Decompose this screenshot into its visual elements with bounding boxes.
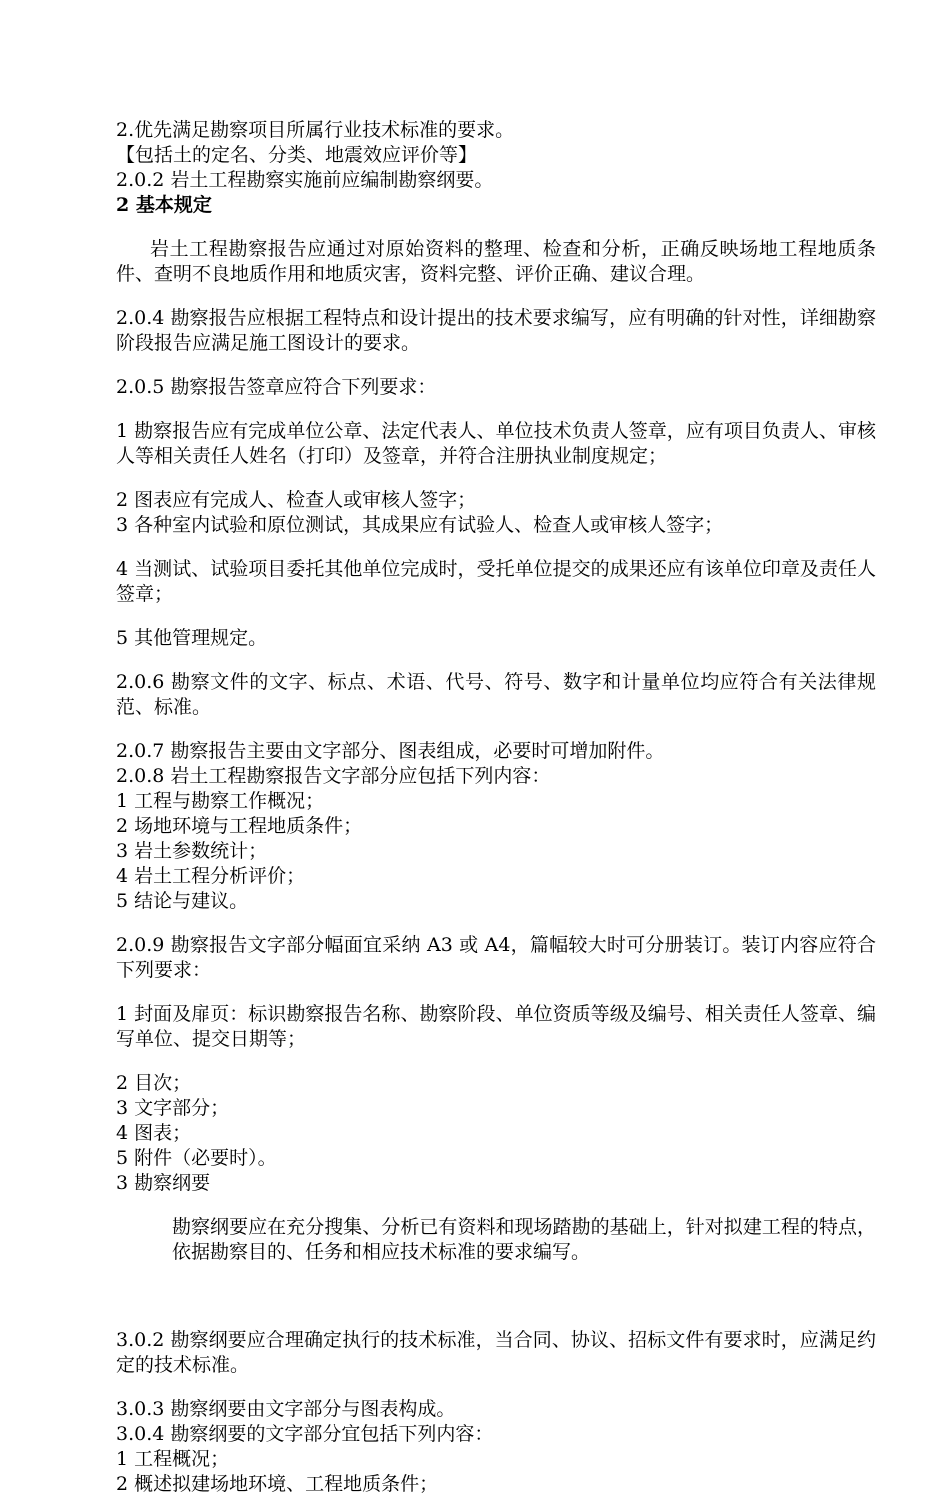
text-line: 2.0.7 勘察报告主要由文字部分、图表组成，必要时可增加附件。 <box>116 740 665 762</box>
list-item: 2 概述拟建场地环境、工程地质条件； <box>116 1473 439 1495</box>
list-item: 5 附件（必要时）。 <box>116 1147 277 1169</box>
paragraph: 3.0.2 勘察纲要应合理确定执行的技术标准，当合同、协议、招标文件有要求时，应满足约定的技术标准。 <box>116 1329 876 1376</box>
text-line: 2.0.8 岩土工程勘察报告文字部分应包括下列内容： <box>116 765 551 787</box>
paragraph: 1 勘察报告应有完成单位公章、法定代表人、单位技术负责人签章，应有项目负责人、审核人等相关责任人姓名（打印）及签章，并符合注册执业制度规定； <box>116 420 876 467</box>
paragraph: 勘察纲要应在充分搜集、分析已有资料和现场踏勘的基础上，针对拟建工程的特点，依据勘察目的、任务和相应技术标准的要求编写。 <box>172 1216 876 1263</box>
document-page <box>116 118 876 1497</box>
list-item: 4 岩土工程分析评价； <box>116 865 306 887</box>
section-heading: 3 勘察纲要 <box>116 1172 211 1194</box>
list-item: 2 目次； <box>116 1072 192 1094</box>
list-item: 1 工程与勘察工作概况； <box>116 790 325 812</box>
list-item: 5 结论与建议。 <box>116 890 249 912</box>
list-item: 4 图表； <box>116 1122 192 1144</box>
list-item: 2 场地环境与工程地质条件； <box>116 815 363 837</box>
text-line: 2.0.5 勘察报告签章应符合下列要求： <box>116 376 437 398</box>
paragraph: 1 封面及扉页：标识勘察报告名称、勘察阶段、单位资质等级及编号、相关责任人签章、编写单位、提交日期等； <box>116 1003 876 1050</box>
text-line: 【包括土的定名、分类、地震效应评价等】 <box>116 144 478 166</box>
text-line: 2.0.2 岩土工程勘察实施前应编制勘察纲要。 <box>116 169 494 191</box>
text-line: 5 其他管理规定。 <box>116 627 268 649</box>
spacer <box>116 1284 876 1309</box>
text-line: 2.优先满足勘察项目所属行业技术标准的要求。 <box>116 119 515 141</box>
paragraph: 2.0.4 勘察报告应根据工程特点和设计提出的技术要求编写，应有明确的针对性，详细勘察阶段报告应满足施工图设计的要求。 <box>116 307 876 354</box>
list-item: 3 文字部分； <box>116 1097 230 1119</box>
paragraph: 4 当测试、试验项目委托其他单位完成时，受托单位提交的成果还应有该单位印章及责任人签章； <box>116 558 876 605</box>
text-line: 3 各种室内试验和原位测试，其成果应有试验人、检查人或审核人签字； <box>116 514 724 536</box>
paragraph: 2.0.6 勘察文件的文字、标点、术语、代号、符号、数字和计量单位均应符合有关法律规范、标准。 <box>116 671 876 718</box>
section-heading: 2 基本规定 <box>116 194 212 216</box>
list-item: 1 工程概况； <box>116 1448 230 1470</box>
text-line: 3.0.3 勘察纲要由文字部分与图表构成。 <box>116 1398 456 1420</box>
text-line: 3.0.4 勘察纲要的文字部分宜包括下列内容： <box>116 1423 494 1445</box>
paragraph: 2.0.9 勘察报告文字部分幅面宜采纳 A3 或 A4，篇幅较大时可分册装订。装订内容应符合下列要求： <box>116 934 876 981</box>
list-item: 3 岩土参数统计； <box>116 840 268 862</box>
paragraph: 岩土工程勘察报告应通过对原始资料的整理、检查和分析，正确反映场地工程地质条件、查明不良地质作用和地质灾害，资料完整、评价正确、建议合理。 <box>116 238 876 285</box>
text-line: 2 图表应有完成人、检查人或审核人签字； <box>116 489 477 511</box>
